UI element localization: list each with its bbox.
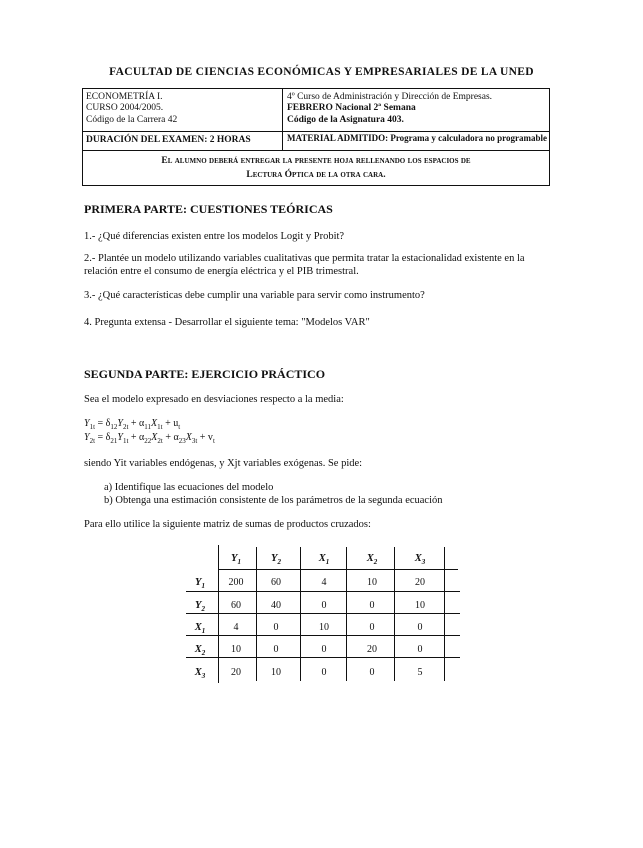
matrix-cell: 40: [271, 600, 281, 611]
part1-title: PRIMERA PARTE: CUESTIONES TEÓRICAS: [84, 202, 333, 216]
matrix-cell: 60: [271, 577, 281, 588]
matrix-cell: 0: [369, 622, 375, 633]
matrix-col-header-x3: $X_3$: [414, 553, 426, 567]
matrix-row-header-x1: $X_1$: [194, 622, 206, 636]
matrix-row-header-x3: $X_3$: [194, 667, 206, 681]
matrix-cell: 20: [231, 667, 241, 678]
matrix-intro: Para ello utilice la siguiente matriz de sumas de productos cruzados:: [84, 519, 371, 530]
matrix-cell: 10: [231, 644, 241, 655]
matrix-cell: 20: [415, 577, 425, 588]
course-year: CURSO 2004/2005.: [86, 103, 164, 113]
task-a: a) Identifique las ecuaciones del modelo: [104, 482, 274, 493]
matrix-cell: 0: [321, 667, 327, 678]
matrix-cell: 5: [417, 667, 423, 678]
matrix-cell: 0: [321, 600, 327, 611]
question-4: 4. Pregunta extensa - Desarrollar el siguiente tema: "Modelos VAR": [84, 317, 370, 328]
variables-note: siendo Yit variables endógenas, y Xjt variables exógenas. Se pide:: [84, 458, 363, 469]
matrix-cell: 0: [369, 600, 375, 611]
faculty-title: FACULTAD DE CIENCIAS ECONÓMICAS Y EMPRESARIALES DE LA UNED: [109, 66, 534, 78]
matrix-cell: 0: [321, 644, 327, 655]
subject-code: Código de la Asignatura 403.: [287, 115, 404, 125]
question-3: 3.- ¿Qué características debe cumplir una variable para servir como instrumento?: [84, 290, 425, 301]
matrix-cell: 10: [415, 600, 425, 611]
matrix-cell: 10: [271, 667, 281, 678]
career-code: Código de la Carrera 42: [86, 115, 178, 125]
exam-session: FEBRERO Nacional 2ª Semana: [287, 103, 416, 113]
course-info: 4º Curso de Administración y Dirección de Empresas.: [287, 92, 493, 102]
equation-1: $Y_{1t} = \delta_{12}Y_{2t} + \alpha_{11}X_{1t} + u_t$: [84, 418, 181, 431]
matrix-row-header-y1: $Y_1$: [195, 577, 205, 591]
matrix-col-header-y1: $Y_1$: [231, 553, 241, 567]
task-b: b) Obtenga una estimación consistente de los parámetros de la segunda ecuación: [104, 495, 443, 506]
matrix-cell: 0: [273, 644, 279, 655]
matrix-cell: 4: [233, 622, 239, 633]
allowed-material: MATERIAL ADMITIDO: Programa y calculadora no programable: [287, 133, 547, 143]
matrix-cell: 0: [417, 644, 423, 655]
matrix-cell: 10: [367, 577, 377, 588]
matrix-cell: 0: [417, 622, 423, 633]
question-1: 1.- ¿Qué diferencias existen entre los modelos Logit y Probit?: [84, 231, 345, 242]
cross-product-matrix: [186, 545, 464, 683]
matrix-col-header-y2: $Y_2$: [271, 553, 281, 567]
equation-2: $Y_{2t} = \delta_{21}Y_{1t} + \alpha_{22}X_{2t} + \alpha_{23}X_{3t} + v_t$: [84, 432, 215, 445]
matrix-cell: 200: [228, 577, 244, 588]
matrix-cell: 10: [319, 622, 329, 633]
matrix-row-header-y2: $Y_2$: [195, 600, 205, 614]
exam-header-box: [82, 88, 550, 186]
question-2: 2.- Plantée un modelo utilizando variables cualitativas que permita tratar la estacionalidad existente en la relación entre el consumo de energía eléctrica y el PIB trimestral.: [84, 253, 525, 277]
matrix-cell: 4: [321, 577, 327, 588]
instruction-line-1: El alumno deberá entregar la presente hoja rellenando los espacios de: [161, 156, 471, 166]
matrix-col-header-x2: $X_2$: [366, 553, 378, 567]
matrix-row-header-x2: $X_2$: [194, 644, 206, 658]
exam-duration: DURACIÓN DEL EXAMEN: 2 HORAS: [86, 135, 251, 145]
subject-name: ECONOMETRÍA I.: [86, 92, 163, 102]
matrix-cell: 20: [367, 644, 377, 655]
instructions: [82, 150, 550, 186]
matrix-cell: 60: [231, 600, 241, 611]
instruction-line-2: Lectura Óptica de la otra cara.: [246, 170, 386, 180]
matrix-cell: 0: [369, 667, 375, 678]
matrix-cell: 0: [273, 622, 279, 633]
part2-title: SEGUNDA PARTE: EJERCICIO PRÁCTICO: [84, 367, 326, 381]
matrix-col-header-x1: $X_1$: [318, 553, 330, 567]
model-intro: Sea el modelo expresado en desviaciones respecto a la media:: [84, 394, 344, 405]
